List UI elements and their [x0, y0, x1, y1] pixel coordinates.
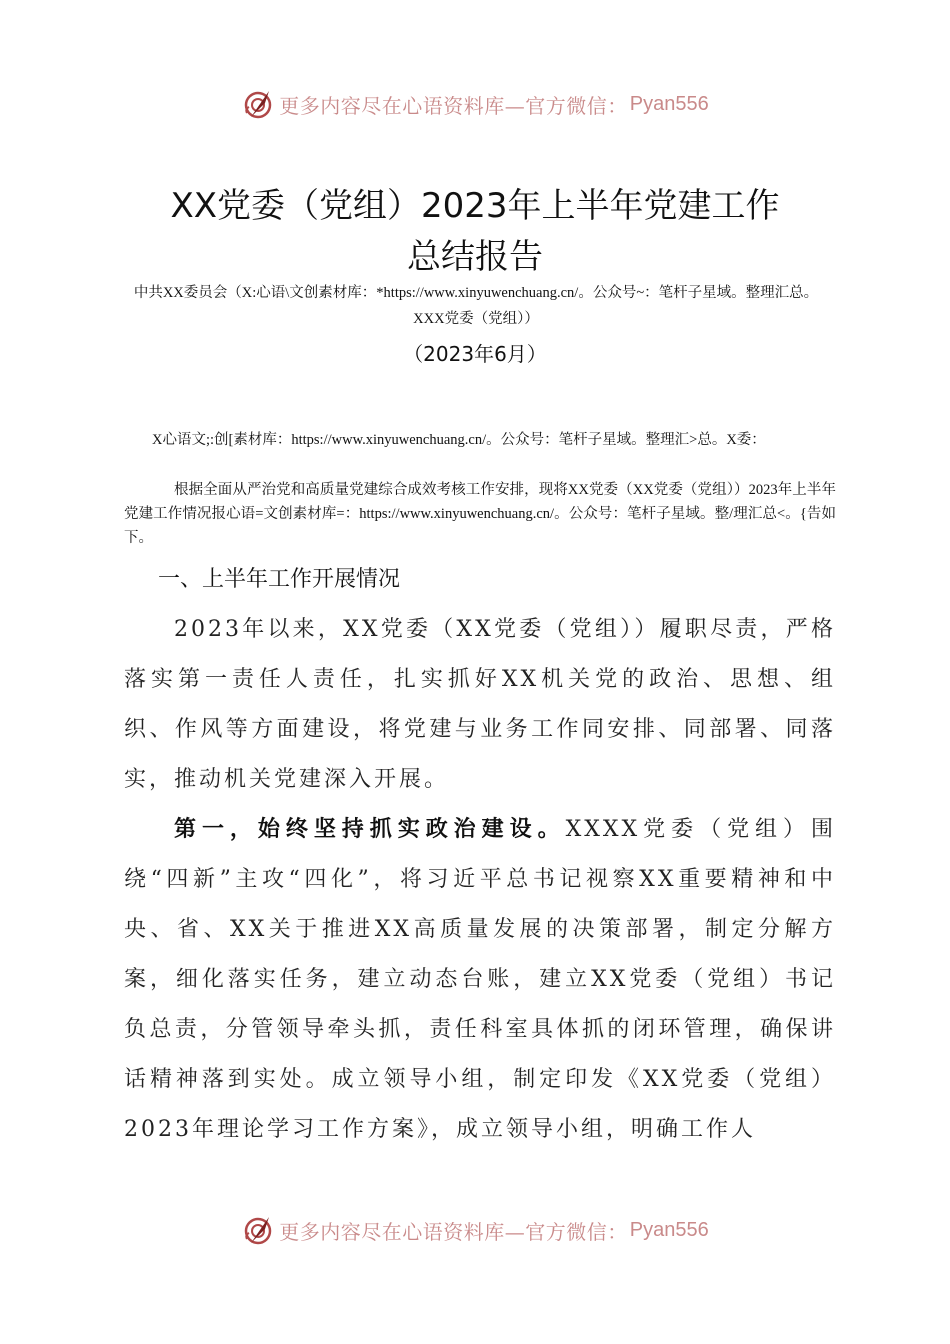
banner-wechat-id: Pyan556	[629, 92, 709, 115]
document-title-line1: XX党委（党组）2023年上半年党建工作	[170, 186, 780, 226]
banner-text: 更多内容尽在心语资料库—官方微信：	[279, 1219, 628, 1244]
document-date: （2023年6月）	[403, 342, 547, 366]
footer-watermark-banner	[0, 1210, 950, 1250]
header-watermark-banner	[0, 84, 950, 124]
paragraph-lead-bold: 第一，始终坚持抓实政治建设。	[174, 816, 566, 842]
section-heading: 一、上半年工作开展情况	[158, 567, 401, 592]
quill-logo-icon	[241, 1213, 275, 1247]
intro-paragraph-2: 根据全面从严治党和高质量党建综合成效考核工作安排，现将XX党委（XX党委（党组））2023年上半年党建工作情况报心语=文创素材库=：https://www.xinyuwenchuang.cn/。公众号：笔杆子星域。整/理汇总<。{告如下。	[124, 482, 836, 546]
document-subtitle: 中共XX委员会（X:心语\文创素材库：*https://www.xinyuwenchuang.cn/。公众号~：笔杆子星域。整理汇总。XXX党委（党组））	[133, 285, 819, 327]
document-title-line2: 总结报告	[407, 237, 543, 277]
quill-logo-icon	[241, 87, 275, 121]
banner-wechat-id: Pyan556	[629, 1218, 709, 1241]
paragraph-body-text: XXXX党委（党组）围绕“四新”主攻“四化”，将习近平总书记视察XX重要精神和中央、省、XX关于推进XX高质量发展的决策部署，制定分解方案，细化落实任务，建立动态台账，建立XX党委（党组）书记负总责，分管领导牵头抓，责任科室具体抓的闭环管理，确保讲话精神落到实处。成立领导小组，制定印发《XX党委（党组）2023年理论学习工作方案》，成立领导小组，明确工作人	[124, 817, 836, 1142]
body-paragraph-2	[124, 804, 836, 1155]
body-paragraph-1: 2023年以来，XX党委（XX党委（党组））履职尽责，严格落实第一责任人责任，扎实抓好XX机关党的政治、思想、组织、作风等方面建设，将党建与业务工作同安排、同部署、同落实，推动机关党建深入开展。	[124, 617, 836, 792]
intro-paragraph-1: X心语文;:创[素材库：https://www.xinyuwenchuang.cn/。公众号：笔杆子星域。整理汇>总。X委：	[152, 432, 766, 448]
banner-text: 更多内容尽在心语资料库—官方微信：	[279, 93, 628, 118]
